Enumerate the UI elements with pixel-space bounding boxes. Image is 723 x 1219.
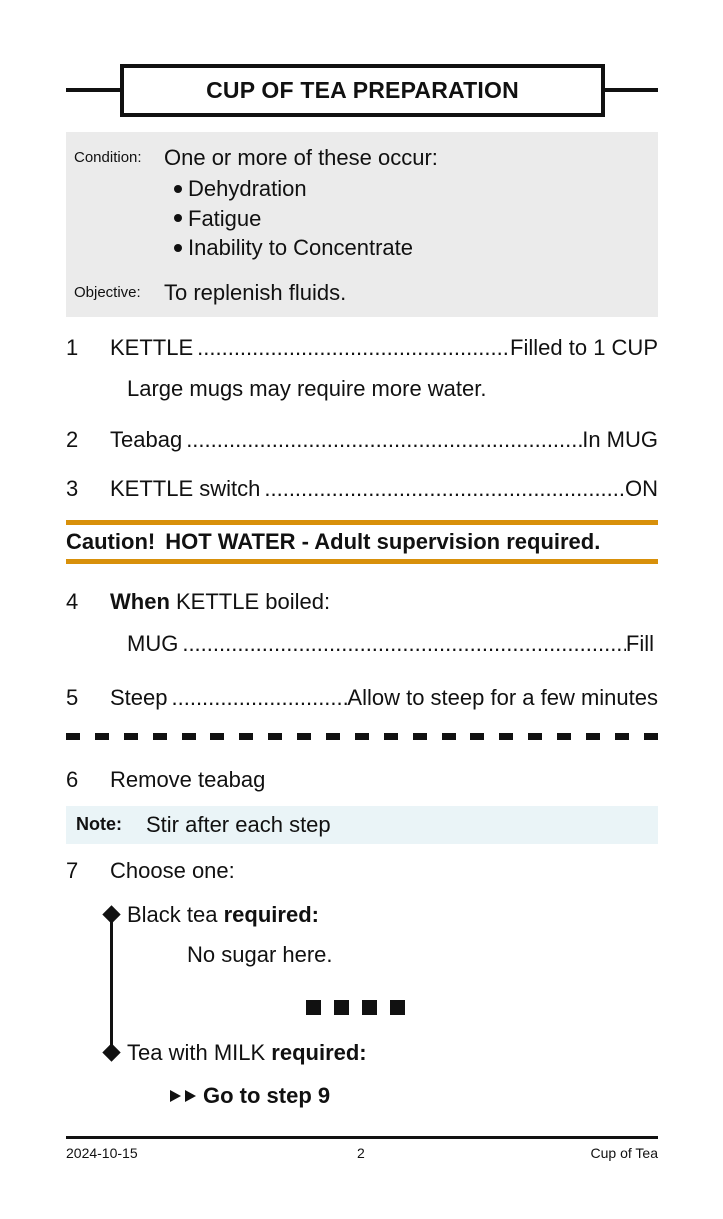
choice-a [127,902,319,928]
footer-document-name: Cup of Tea [590,1145,658,1161]
step-1-line [110,334,658,362]
step-number: 5 [66,685,79,710]
bullet-icon [174,214,182,222]
footer-page-number: 2 [357,1145,365,1161]
step-4-text [110,588,330,616]
step-4-when: When [110,589,170,614]
step-number: 7 [66,858,79,883]
step-1-note: Large mugs may require more water. [127,376,487,401]
step-2-value: In MUG [582,427,658,452]
step-4-sub [127,630,654,658]
condition-list [174,174,413,263]
step-3 [66,475,658,503]
step-3-line [110,475,658,503]
square-icon [362,1000,377,1015]
note-box [66,806,658,844]
condition-item: Dehydration [174,174,413,204]
step-1-label: KETTLE [110,335,194,360]
step-number: 4 [66,589,79,614]
page-title: CUP OF TEA PREPARATION [120,64,605,117]
or-separator [306,1000,405,1015]
step-7-text: Choose one: [110,858,235,883]
choice-connector-line [110,914,113,1054]
step-6 [66,766,658,794]
step-2-line [110,426,658,454]
step-number: 1 [66,335,79,360]
choice-a-note: No sugar here. [187,942,333,967]
step-2-label: Teabag [110,427,183,452]
leader-dots [178,630,626,658]
step-number: 6 [66,767,79,792]
step-4-rest: KETTLE boiled: [169,589,331,614]
step-4 [66,588,658,616]
condition-item: Inability to Concentrate [174,233,413,263]
square-icon [390,1000,405,1015]
title-rule-right [603,88,658,92]
choice-b-required: required: [271,1040,367,1065]
square-icon [306,1000,321,1015]
leader-dots [193,334,510,362]
choice-a-required: required: [223,902,319,927]
condition-text: One or more of these occur: [164,145,438,170]
note-text: Stir after each step [146,812,331,837]
note-label: Note: [76,814,122,834]
square-icon [334,1000,349,1015]
step-5 [66,684,658,712]
step-1-value: Filled to 1 CUP [510,335,658,360]
step-4-sub-label: MUG [127,631,179,656]
step-3-value: ON [625,476,658,501]
goto-text: Go to step 9 [203,1083,331,1108]
dashed-separator [66,733,658,740]
goto-link[interactable] [170,1083,330,1109]
objective-label: Objective: [74,284,141,301]
step-5-line [110,684,658,712]
leader-dots [260,475,625,503]
condition-item: Fatigue [174,204,413,234]
choice-b-text: Tea with MILK [127,1040,272,1065]
step-5-value: Allow to steep for a few minutes [347,685,658,710]
choice-b [127,1040,367,1066]
footer-rule [66,1136,658,1139]
step-5-label: Steep [110,685,168,710]
bullet-icon [174,185,182,193]
choice-a-text: Black tea [127,902,224,927]
condition-box [66,132,658,317]
step-6-text: Remove teabag [110,767,266,792]
step-1 [66,334,658,362]
diamond-icon [102,1043,120,1061]
step-number: 3 [66,476,79,501]
objective-text: To replenish fluids. [164,280,347,305]
footer-date: 2024-10-15 [66,1145,138,1161]
leader-dots [168,684,348,712]
title-rule-left [66,88,122,92]
condition-label: Condition: [74,149,142,166]
bullet-icon [174,244,182,252]
step-2 [66,426,658,454]
diamond-icon [102,905,120,923]
caution-text: HOT WATER - Adult supervision required. [165,529,601,554]
step-4-sub-line [127,630,654,658]
leader-dots [182,426,582,454]
arrow-right-icon [170,1090,181,1102]
step-4-sub-value: Fill [625,631,654,656]
step-3-label: KETTLE switch [110,476,261,501]
arrow-right-icon [185,1090,196,1102]
caution-label: Caution! [66,529,156,554]
step-7 [66,857,658,885]
step-number: 2 [66,427,79,452]
caution-banner [66,520,658,564]
